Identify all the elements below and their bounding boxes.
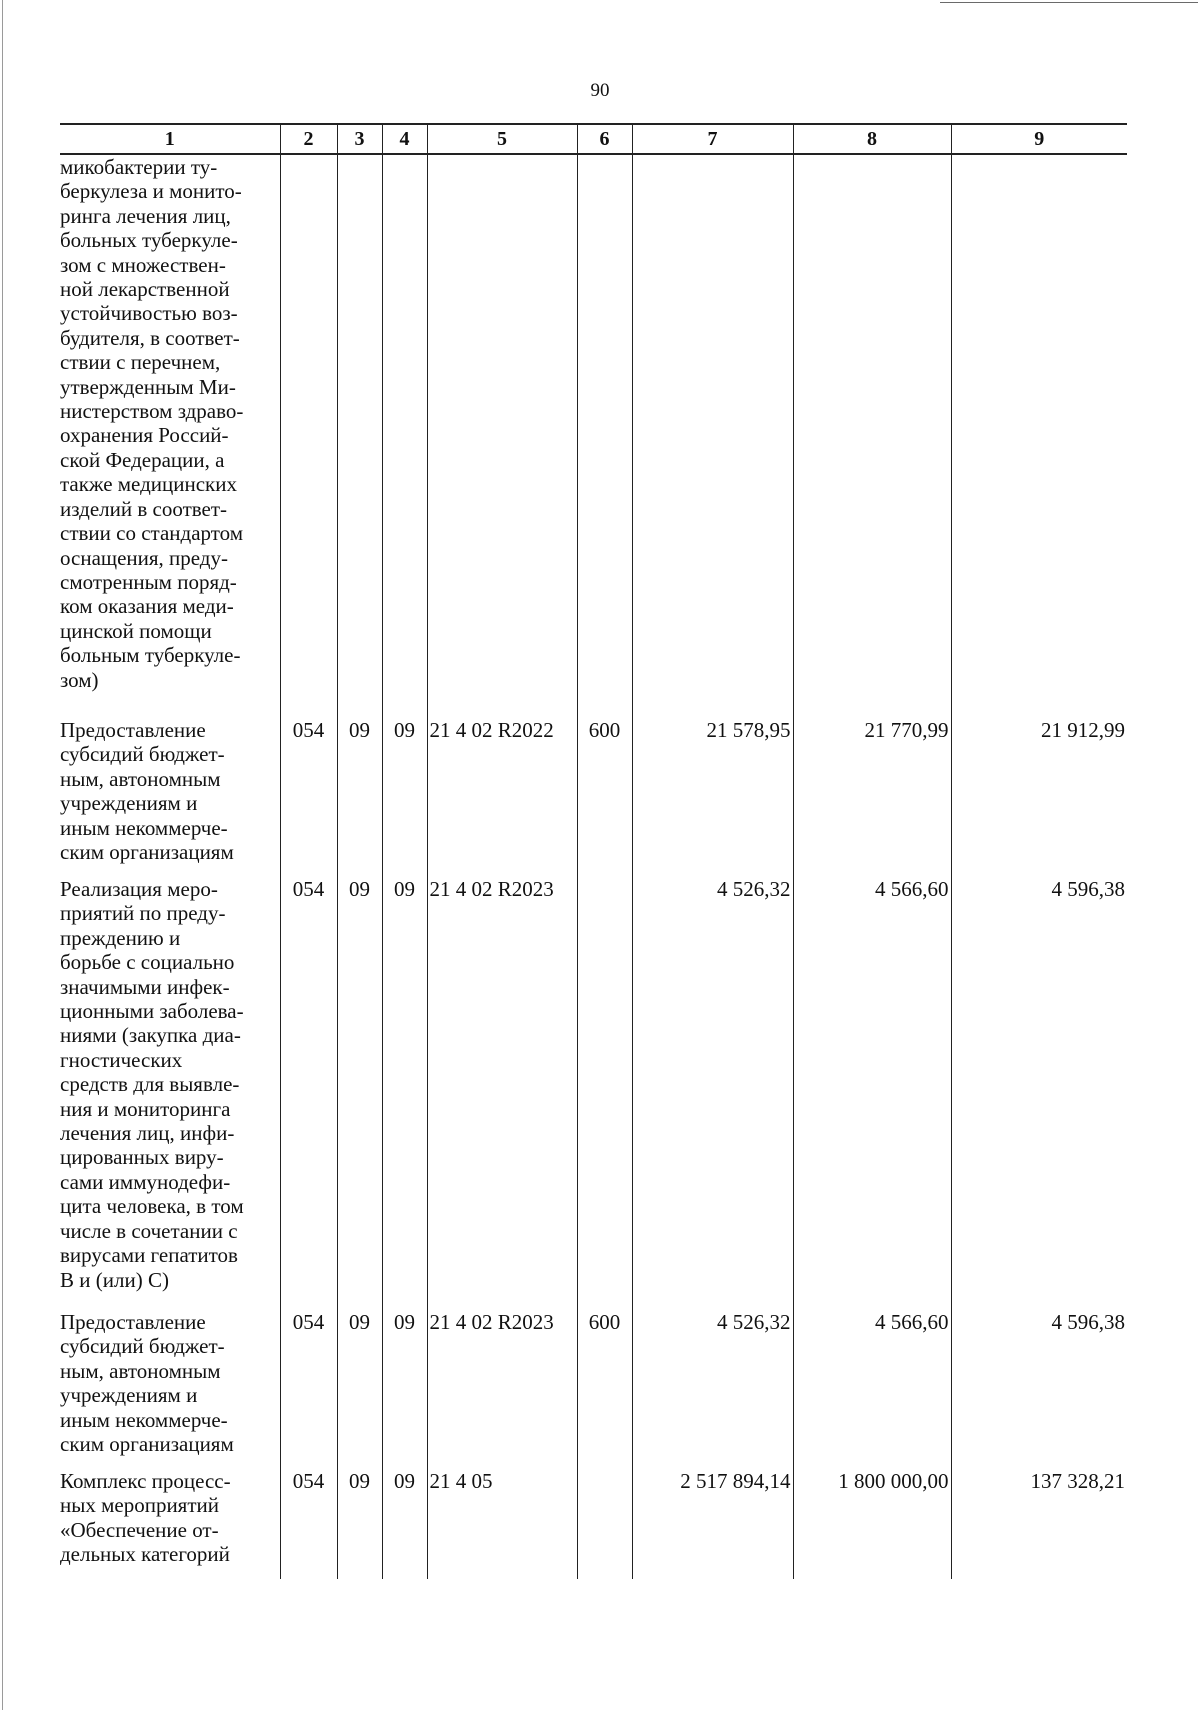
- cell-subsection-code: [382, 154, 427, 718]
- row-description: [60, 1469, 280, 1579]
- header-col-1: 1: [60, 124, 280, 154]
- cell-target-article: [427, 154, 577, 718]
- cell-section-code: 09: [337, 718, 382, 877]
- cell-ministry-code: 054: [280, 1310, 337, 1469]
- row-description: [60, 154, 280, 718]
- header-col-3: 3: [337, 124, 382, 154]
- description-text: Предоставление субсидий бюджет- ным, автономным учреждениям и иным некоммерче- ским организациям: [60, 1310, 234, 1457]
- header-col-6: 6: [577, 124, 632, 154]
- cell-subsection-code: 09: [382, 718, 427, 877]
- cell-subsection-code: 09: [382, 877, 427, 1310]
- cell-ministry-code: 054: [280, 1469, 337, 1579]
- cell-section-code: 09: [337, 1469, 382, 1579]
- scan-edge-left: [2, 0, 3, 1710]
- cell-amount-col7: 4 526,32: [632, 877, 793, 1310]
- header-row: [60, 124, 1127, 154]
- cell-target-article: 21 4 02 R2023: [427, 1310, 577, 1469]
- cell-amount-col9: 21 912,99: [951, 718, 1127, 877]
- cell-expense-type: [577, 877, 632, 1310]
- row-description: [60, 718, 280, 877]
- cell-expense-type: [577, 1469, 632, 1579]
- cell-expense-type: [577, 154, 632, 718]
- cell-amount-col9: [951, 154, 1127, 718]
- description-text: Реализация меро- приятий по преду- преждению и борьбе с социально значимыми инфек- ционными заболева- ниями (закупка диа- гностических средств для выявле- ния и мониторинга лечения лиц, инфи- цированных виру- сами иммунодефи- цита человека, в том числе в сочетании с вирусами гепатитов В и (или) С): [60, 877, 244, 1292]
- cell-subsection-code: 09: [382, 1310, 427, 1469]
- cell-amount-col9: 4 596,38: [951, 877, 1127, 1310]
- cell-expense-type: 600: [577, 1310, 632, 1469]
- cell-amount-col7: 4 526,32: [632, 1310, 793, 1469]
- cell-amount-col9: 4 596,38: [951, 1310, 1127, 1469]
- scan-edge-top: [940, 2, 1198, 3]
- cell-ministry-code: 054: [280, 718, 337, 877]
- cell-ministry-code: 054: [280, 877, 337, 1310]
- cell-amount-col8: [793, 154, 951, 718]
- table-row: [60, 154, 1127, 718]
- description-text: Предоставление субсидий бюджет- ным, автономным учреждениям и иным некоммерче- ским организациям: [60, 718, 234, 865]
- cell-target-article: 21 4 05: [427, 1469, 577, 1579]
- cell-amount-col7: [632, 154, 793, 718]
- page-number: 90: [590, 80, 610, 101]
- table-row: [60, 1469, 1127, 1579]
- cell-amount-col8: 21 770,99: [793, 718, 951, 877]
- cell-amount-col8: 4 566,60: [793, 877, 951, 1310]
- description-text: микобактерии ту- беркулеза и монито- ринга лечения лиц, больных туберкуле- зом с множествен- ной лекарственной устойчивостью воз- будителя, в соответ- ствии с перечнем, утвержденным Ми- нистерством здраво- охранения Россий- ской Федерации, а также медицинских изделий в соответ- ствии со стандартом оснащения, преду- смотренным поряд- ком оказания меди- цинской помощи больным туберкуле- зом): [60, 155, 244, 692]
- row-description: [60, 1310, 280, 1469]
- budget-table: [60, 123, 1127, 1579]
- header-col-7: 7: [632, 124, 793, 154]
- cell-subsection-code: 09: [382, 1469, 427, 1579]
- description-text: Комплекс процесс- ных мероприятий «Обеспечение от- дельных категорий: [60, 1469, 231, 1567]
- cell-ministry-code: [280, 154, 337, 718]
- row-description: [60, 877, 280, 1310]
- header-col-9: 9: [951, 124, 1127, 154]
- cell-amount-col8: 4 566,60: [793, 1310, 951, 1469]
- cell-expense-type: 600: [577, 718, 632, 877]
- cell-amount-col7: 21 578,95: [632, 718, 793, 877]
- cell-target-article: 21 4 02 R2023: [427, 877, 577, 1310]
- cell-amount-col9: 137 328,21: [951, 1469, 1127, 1579]
- header-col-8: 8: [793, 124, 951, 154]
- cell-section-code: 09: [337, 877, 382, 1310]
- cell-section-code: [337, 154, 382, 718]
- cell-section-code: 09: [337, 1310, 382, 1469]
- table-row: [60, 718, 1127, 877]
- header-col-2: 2: [280, 124, 337, 154]
- header-col-4: 4: [382, 124, 427, 154]
- cell-amount-col8: 1 800 000,00: [793, 1469, 951, 1579]
- table-body: [60, 154, 1127, 1579]
- table-row: [60, 1310, 1127, 1469]
- table-row: [60, 877, 1127, 1310]
- table-header: [60, 124, 1127, 154]
- cell-amount-col7: 2 517 894,14: [632, 1469, 793, 1579]
- header-col-5: 5: [427, 124, 577, 154]
- cell-target-article: 21 4 02 R2022: [427, 718, 577, 877]
